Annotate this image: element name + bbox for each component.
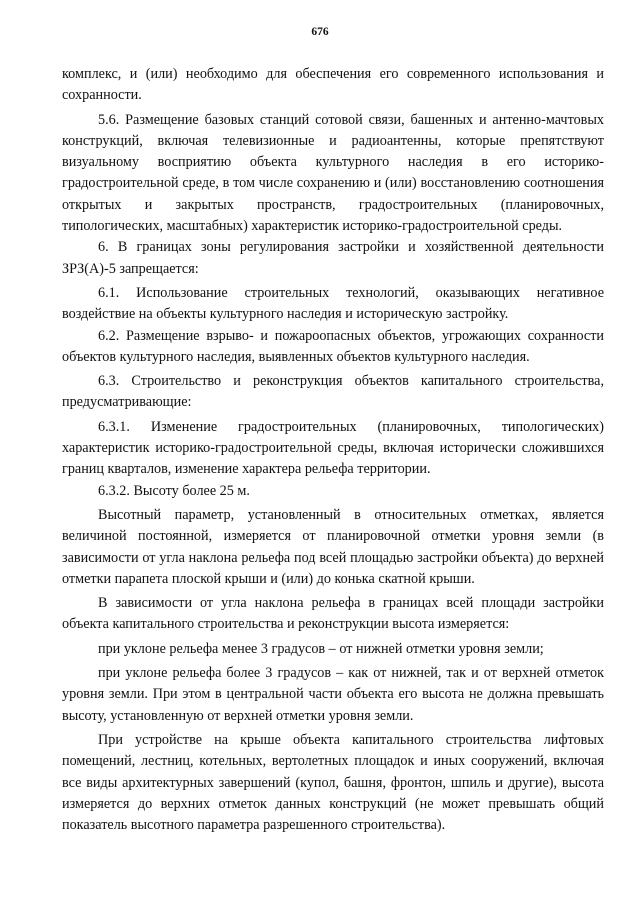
page-number: 676 [311, 26, 329, 38]
document-body [62, 64, 604, 836]
paragraph-slope-less: при уклоне рельефа менее 3 градусов – от нижней отметки уровня земли; [98, 640, 544, 657]
paragraph-5-6: 5.6. Размещение базовых станций сотовой связи, башенных и антенно-мачтовых конструкций, включая телевизионные и радиоантенны, которые препятствуют визуальному восприятию объекта культурного наследия в его историко-градостроительной среде, в том числе сохранению и (или) восстановлению соотношения открытых и закрытых пространств, градостроительных (планировочных, типологических, масштабных) характеристик историко-градостроительной среды. [62, 111, 604, 235]
paragraph-6-3: 6.3. Строительство и реконструкция объектов капитального строительства, предусматривающие: [62, 373, 604, 411]
paragraph-6-1: 6.1. Использование строительных технологий, оказывающих негативное воздействие на объекты культурного наследия и историческую застройку. [62, 284, 604, 323]
paragraph-6: 6. В границах зоны регулирования застройки и хозяйственной деятельности ЗРЗ(А)-5 запрещается: [62, 239, 604, 277]
paragraph-6-3-2: 6.3.2. Высоту более 25 м. [98, 482, 250, 499]
paragraph-continuation: комплекс, и (или) необходимо для обеспечения его современного использования и сохранности. [62, 66, 604, 104]
paragraph-height-parameter: Высотный параметр, установленный в относительных отметках, является величиной постоянной, измеряется от планировочной отметки уровня земли (в зависимости от угла наклона рельефа под всей площадью застройки объекта) до верхней отметки парапета плоской крыши и (или) до конька скатной крыши. [62, 506, 604, 587]
paragraph-slope-more: при уклоне рельефа более 3 градусов – как от нижней, так и от верхней отметок уровня земли. При этом в центральной части объекта его высота не должна превышать высоту, установленную от верхней отметки уровня земли. [62, 665, 604, 724]
paragraph-6-2: 6.2. Размещение взрыво- и пожароопасных объектов, угрожающих сохранности объектов культурного наследия, выявленных объектов культурного наследия. [62, 327, 604, 365]
paragraph-6-3-1: 6.3.1. Изменение градостроительных (планировочных, типологических) характеристик историко-градостроительной среды, включая исторически сложившихся границ кварталов, изменение характера рельефа территории. [62, 418, 604, 478]
paragraph-height-measurement: В зависимости от угла наклона рельефа в границах всей площади застройки объекта капитального строительства и реконструкции высота измеряется: [62, 595, 604, 633]
paragraph-roof-structures: При устройстве на крыше объекта капитального строительства лифтовых помещений, лестниц, котельных, вертолетных площадок и иных сооружений, включая все виды архитектурных завершений (купол, башня, фронтон, шпиль и другие), высота измеряется до верхних отметок данных конструкций (не может превышать общий показатель высотного параметра разрешенного строительства). [62, 731, 604, 834]
